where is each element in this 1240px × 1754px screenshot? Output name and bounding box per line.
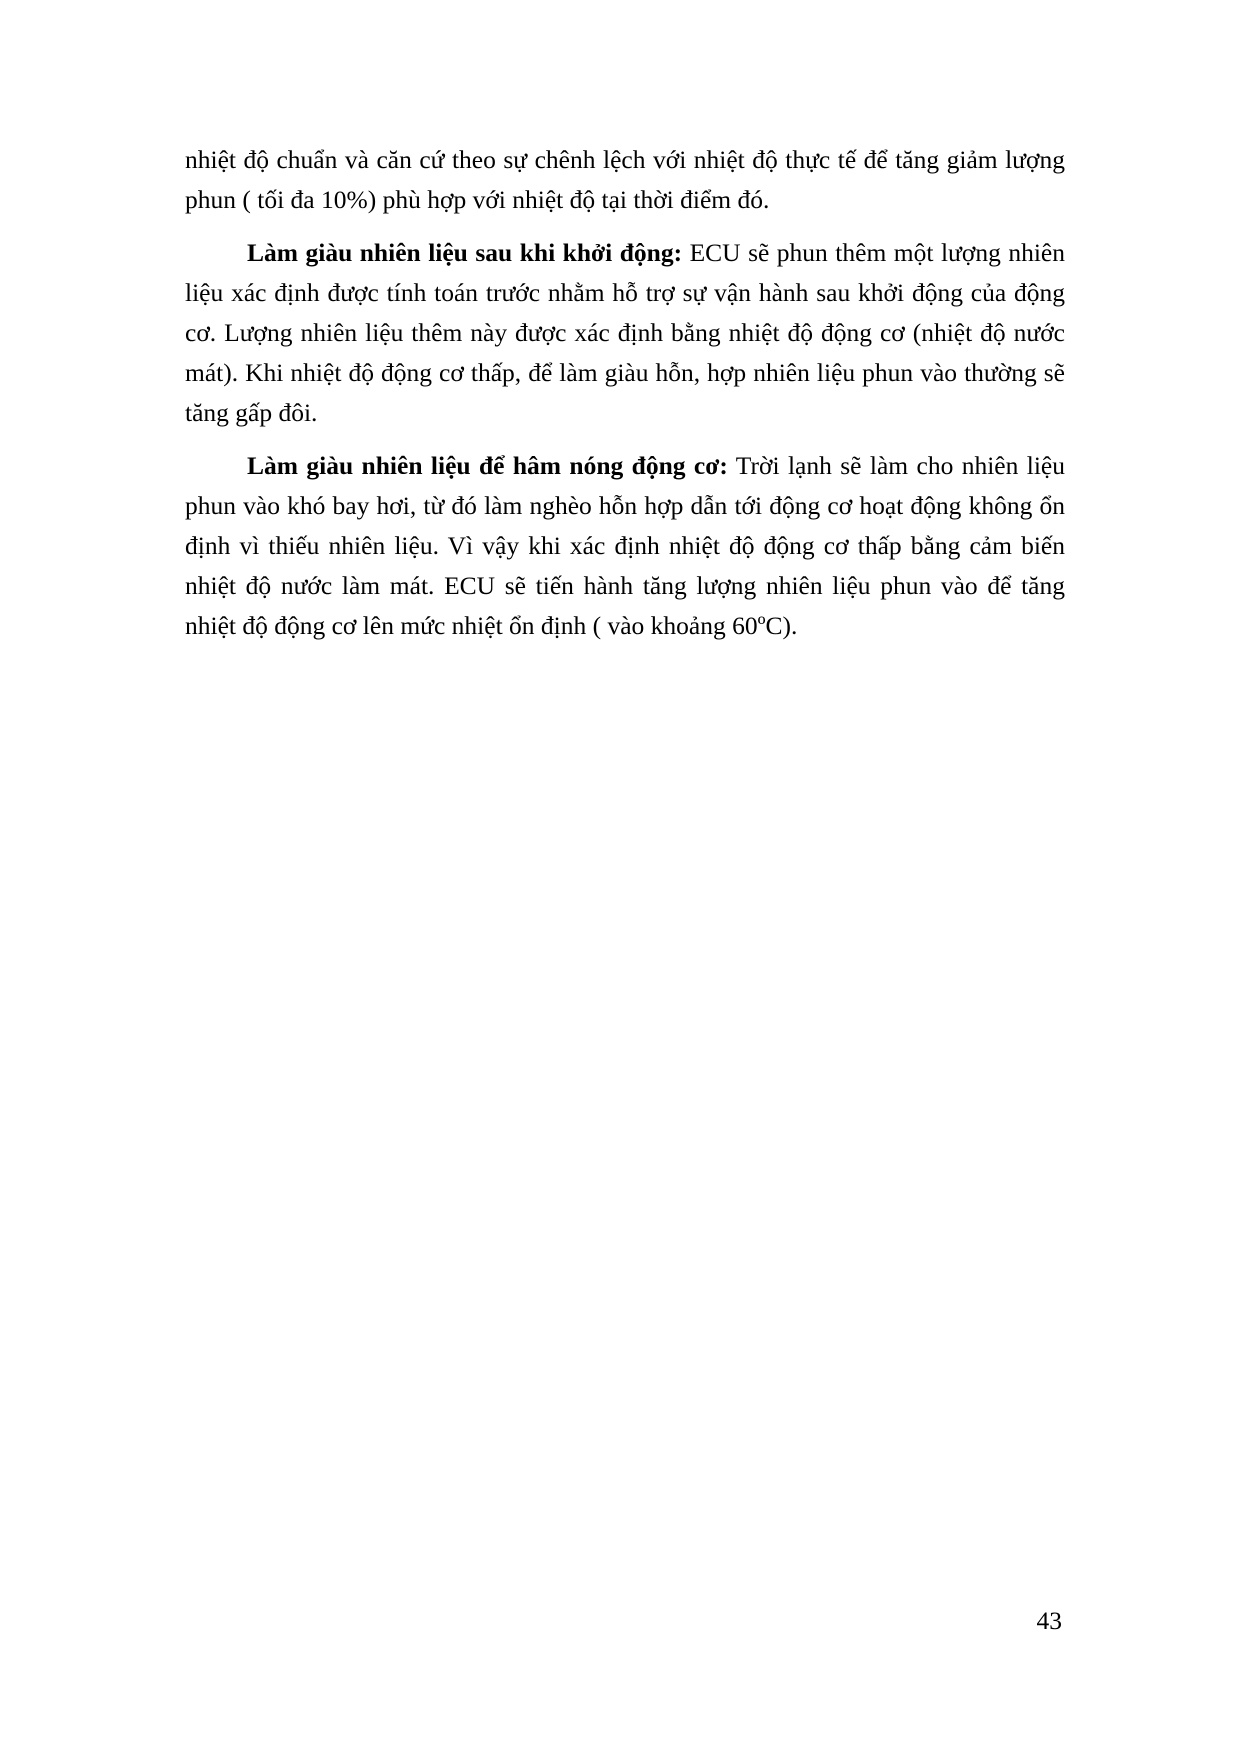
paragraph-lead-in: Làm giàu nhiên liệu để hâm nóng động cơ: bbox=[247, 451, 728, 480]
paragraph-lead-in: Làm giàu nhiên liệu sau khi khởi động: bbox=[247, 238, 683, 267]
paragraph-text: ECU sẽ phun thêm một lượng nhiên liệu xác định được tính toán trước nhằm hỗ trợ sự vận hành sau khởi động của động cơ. Lượng nhiên liệu thêm này được xác định bằng nhiệt độ động cơ (nhiệt độ nước mát). Khi nhiệt độ động cơ thấp, để làm giàu hỗn, hợp nhiên liệu phun vào thường sẽ tăng gấp đôi. bbox=[185, 238, 1065, 427]
page-body bbox=[185, 140, 1065, 646]
paragraph-warmup-enrichment bbox=[185, 446, 1065, 646]
paragraph-text: Trời lạnh sẽ làm cho nhiên liệu phun vào khó bay hơi, từ đó làm nghèo hỗn hợp dẫn tới động cơ hoạt động không ổn định vì thiếu nhiên liệu. Vì vậy khi xác định nhiệt độ động cơ thấp bằng cảm biến nhiệt độ nước làm mát. ECU sẽ tiến hành tăng lượng nhiên liệu phun vào để tăng nhiệt độ động cơ lên mức nhiệt ổn định ( vào khoảng 60ºC). bbox=[185, 451, 1066, 640]
page-number: 43 bbox=[1036, 1606, 1062, 1635]
paragraph-post-start-enrichment bbox=[185, 233, 1065, 433]
paragraph-continuation bbox=[185, 140, 1065, 220]
paragraph-text: nhiệt độ chuẩn và căn cứ theo sự chênh lệch với nhiệt độ thực tế để tăng giảm lượng phun ( tối đa 10%) phù hợp với nhiệt độ tại thời điểm đó. bbox=[185, 145, 1065, 214]
